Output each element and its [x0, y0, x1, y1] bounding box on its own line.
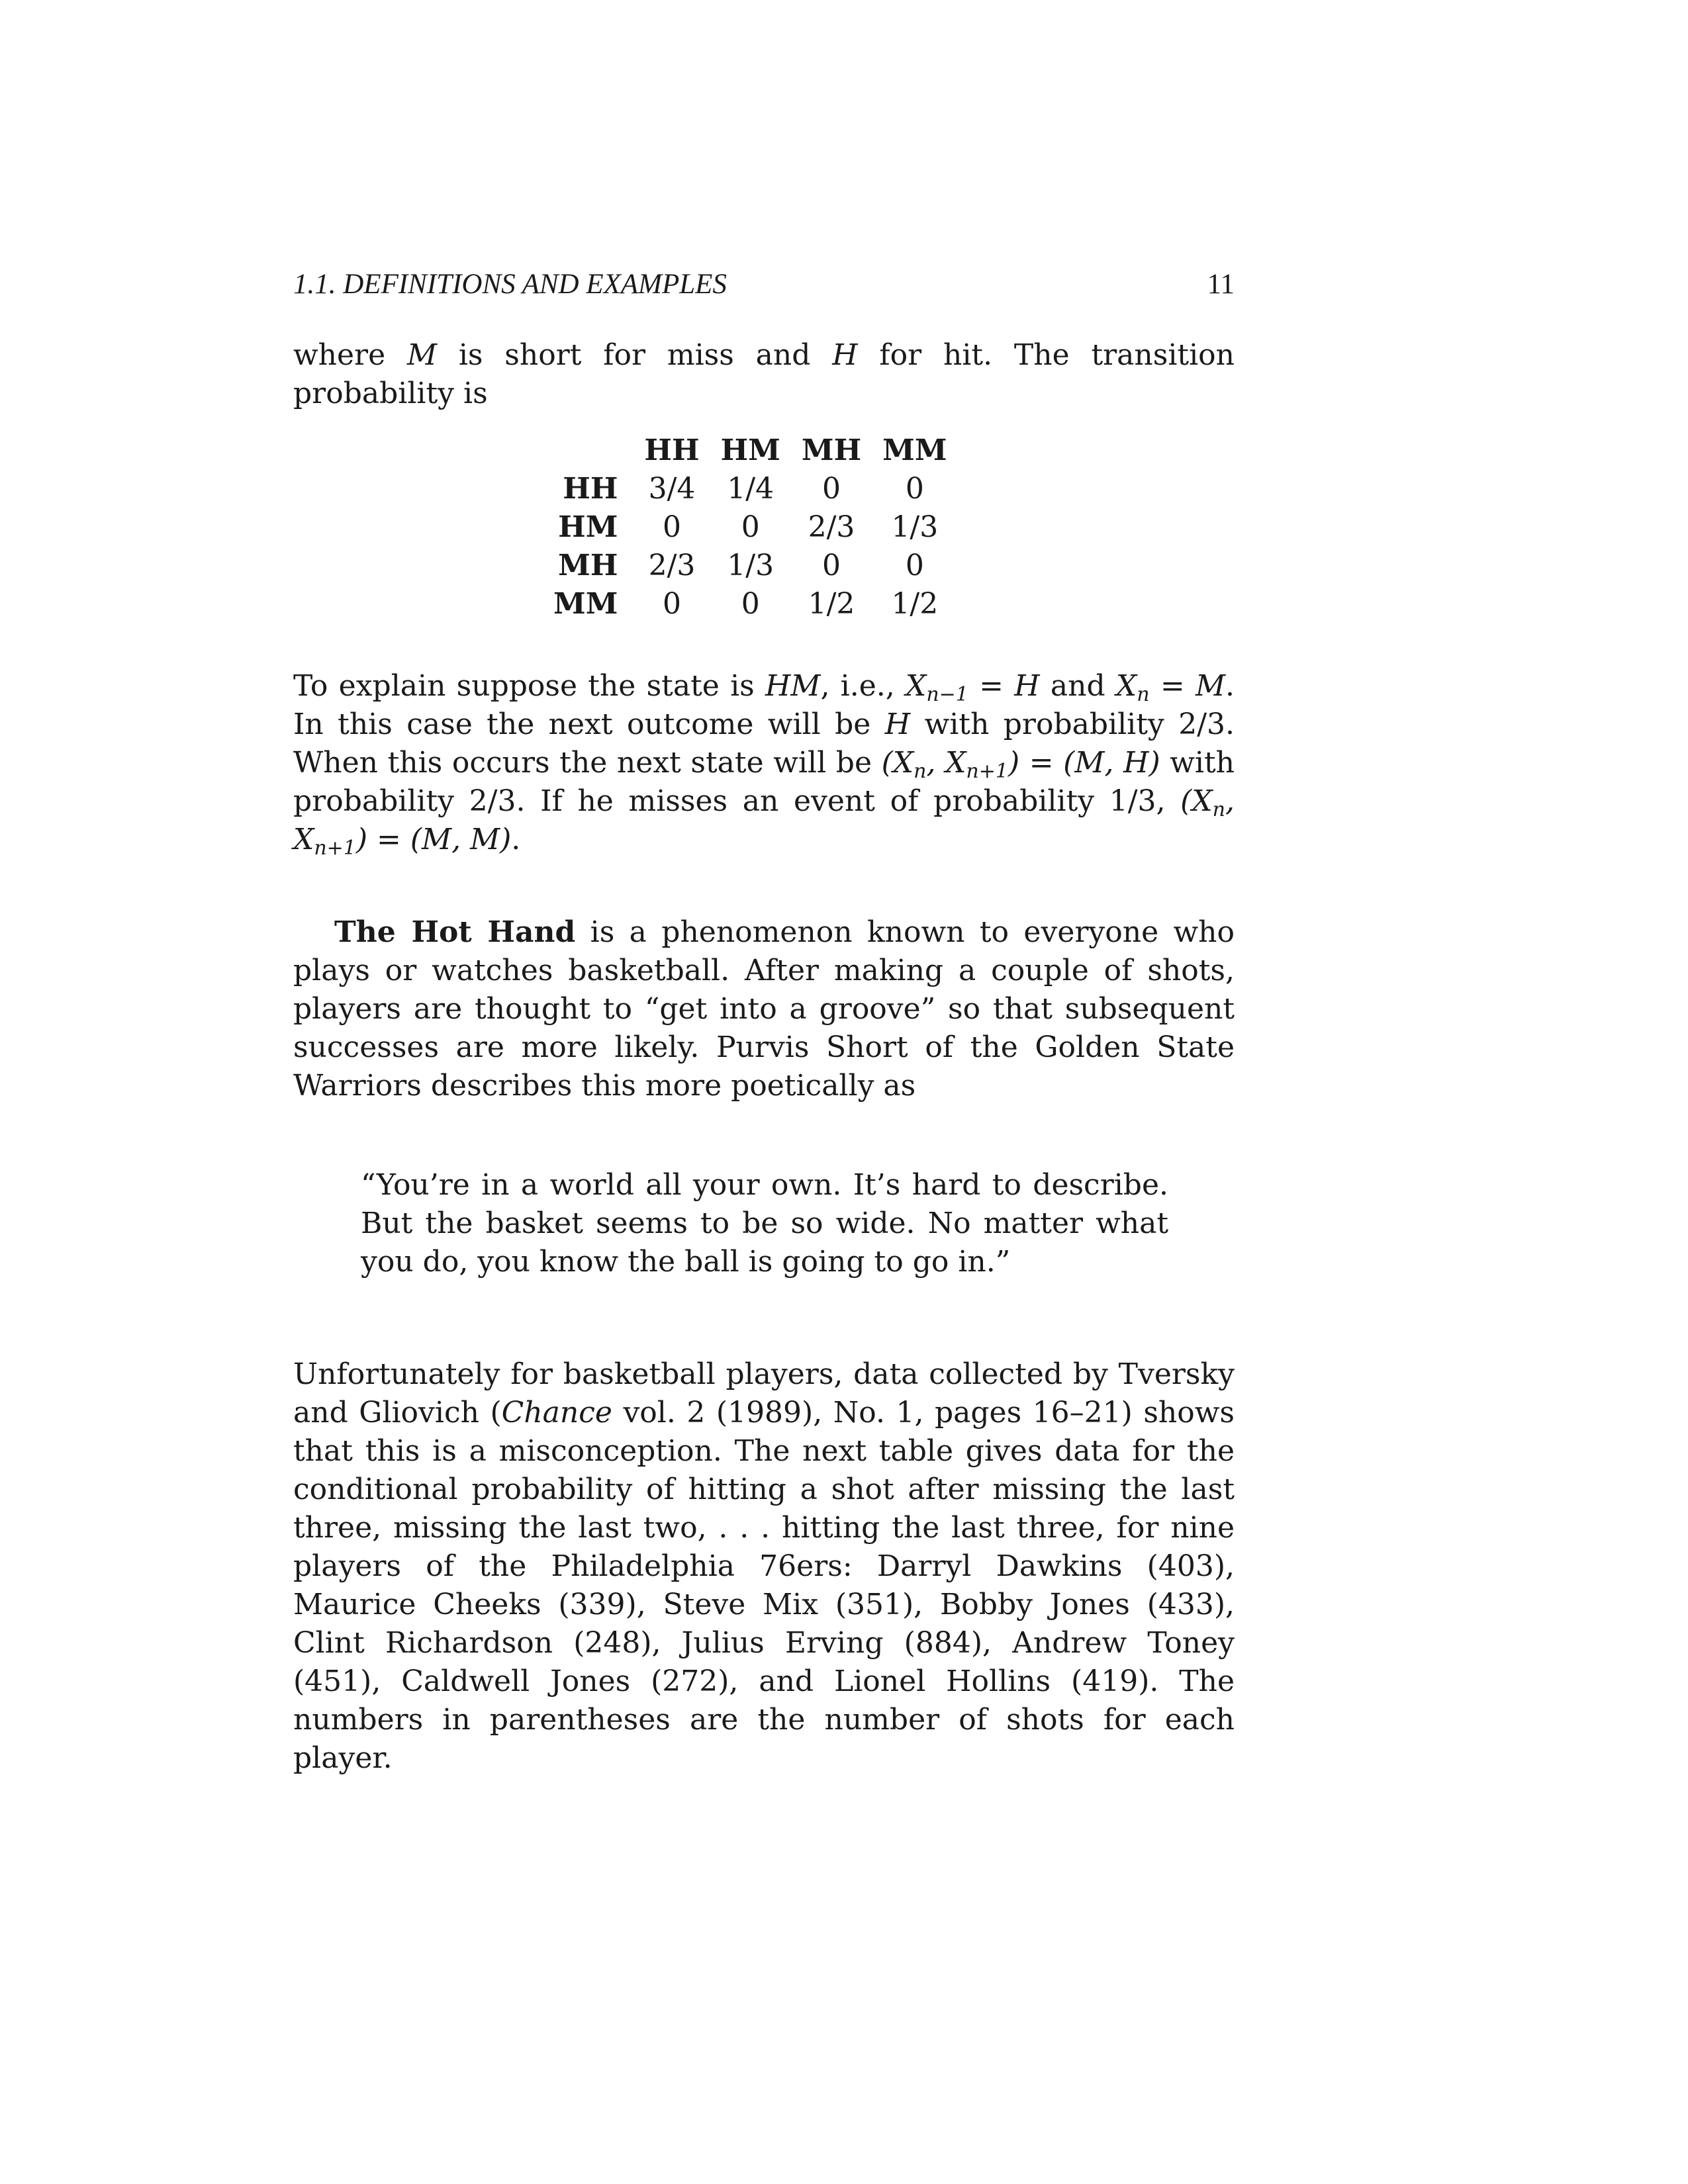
explain-text-6: with probability 2/3. If he misses an event of probability 1/3, — [293, 746, 1235, 818]
explain-text-4: . In this case the next outcome will be — [293, 669, 1235, 741]
closing-text-1: Unfortunately for basketball players, data collected by Tversky and Gliovich ( — [293, 1357, 1235, 1430]
matrix-cell: 0 — [905, 472, 924, 506]
intro-paragraph — [293, 336, 1235, 413]
matrix-row-head: MM — [553, 587, 618, 621]
math-x: X — [906, 669, 927, 703]
matrix-cell: 0 — [663, 587, 681, 621]
matrix-col-head: MM — [882, 433, 947, 467]
explain-text-2: , i.e., — [820, 669, 906, 703]
hot-hand-paragraph — [293, 913, 1235, 1105]
math-sub: n+1 — [966, 760, 1008, 783]
matrix-row — [543, 470, 958, 508]
explain-text-5: with probability 2/3. When this occurs the next state will be — [293, 707, 1235, 780]
math-pair-1 — [881, 746, 1160, 783]
math-part: , X — [293, 784, 1235, 856]
intro-text-1: where — [293, 338, 407, 372]
matrix-corner — [543, 432, 633, 470]
matrix-cell: 1/3 — [727, 549, 774, 582]
intro-text-3: for hit. The transition probability is — [293, 338, 1235, 410]
matrix-row-head: HM — [558, 510, 618, 544]
math-x: X — [1115, 669, 1137, 703]
running-head — [293, 265, 1235, 304]
explain-text-3: and — [1039, 669, 1116, 703]
math-part: (X — [1180, 784, 1213, 818]
math-sub: n+1 — [314, 837, 356, 860]
matrix-cell: 0 — [741, 587, 760, 621]
math-m: M — [406, 338, 437, 372]
intro-text-2: is short for miss and — [437, 338, 833, 372]
math-h: H — [832, 338, 858, 372]
math-part: , X — [926, 746, 966, 780]
closing-paragraph — [293, 1355, 1235, 1778]
math-x-n — [1115, 669, 1226, 706]
closing-text-2: vol. 2 (1989), No. 1, pages 16–21) shows that this is a misconception. The next table gives data for the conditional probability of hitting a shot after missing the last three, missing the last two, . . . hitting the last three, for nine players of the Philadelphia 76ers: Darryl Dawkins (403), Maurice Cheeks (339), Steve Mix (351), Bobby Jones (433), Clint Richardson (248), Julius Erving (884), Andrew Toney (451), Caldwell Jones (272), and Lionel Hollins (419). The numbers in parentheses are the number of shots for each player. — [293, 1396, 1235, 1775]
page-number: 11 — [1207, 269, 1235, 300]
math-eq-h: = H — [968, 669, 1040, 703]
matrix-cell: 1/3 — [891, 510, 939, 544]
matrix-cell: 3/4 — [648, 472, 696, 506]
math-part: ) = (M, H) — [1008, 746, 1160, 780]
math-sub: n — [914, 760, 927, 783]
block-quote: “You’re in a world all your own. It’s hard to describe. But the basket seems to be so wide. No matter what you do, you know the ball is going to go in.” — [361, 1168, 1168, 1279]
matrix-cell: 1/2 — [808, 587, 855, 621]
math-hm: HM — [765, 669, 821, 703]
math-sub: n−1 — [926, 683, 968, 706]
matrix-row — [543, 508, 958, 547]
matrix-cell: 0 — [905, 549, 924, 582]
matrix-row — [543, 585, 958, 623]
matrix-col-head: MH — [801, 433, 862, 467]
math-eq-m: = M — [1149, 669, 1226, 703]
matrix-cell: 1/2 — [891, 587, 939, 621]
matrix-cell: 0 — [822, 472, 841, 506]
math-sub: n — [1212, 798, 1225, 821]
math-sub: n — [1137, 683, 1150, 706]
matrix-row-head: MH — [558, 549, 618, 582]
math-x-n-1 — [906, 669, 1040, 706]
matrix-cell: 0 — [822, 549, 841, 582]
matrix-cell: 0 — [741, 510, 760, 544]
transition-matrix — [543, 432, 958, 623]
matrix-header-row — [543, 432, 958, 470]
section-title: 1.1. DEFINITIONS AND EXAMPLES — [293, 269, 727, 300]
matrix-cell: 2/3 — [648, 549, 696, 582]
explain-text-7: . — [511, 823, 521, 856]
hot-hand-text: is a phenomenon known to everyone who plays or watches basketball. After making a couple of shots, players are thought to “get into a groove” so that subsequent successes are more likely. Purvis Short of the Golden State Warriors describes this more poetically as — [293, 915, 1235, 1103]
explain-text-1: To explain suppose the state is — [293, 669, 765, 703]
matrix-cell: 1/4 — [727, 472, 774, 506]
hot-hand-term: The Hot Hand — [334, 915, 576, 949]
matrix-row — [543, 547, 958, 585]
matrix-cell: 2/3 — [808, 510, 855, 544]
math-h: H — [884, 707, 911, 741]
matrix-row-head: HH — [563, 472, 618, 506]
math-part: ) = (M, M) — [355, 823, 512, 856]
matrix-cell: 0 — [663, 510, 681, 544]
matrix-col-head: HH — [644, 433, 700, 467]
math-part: (X — [881, 746, 914, 780]
explanation-paragraph — [293, 667, 1235, 859]
journal-title: Chance — [501, 1396, 612, 1430]
matrix-col-head: HM — [720, 433, 780, 467]
